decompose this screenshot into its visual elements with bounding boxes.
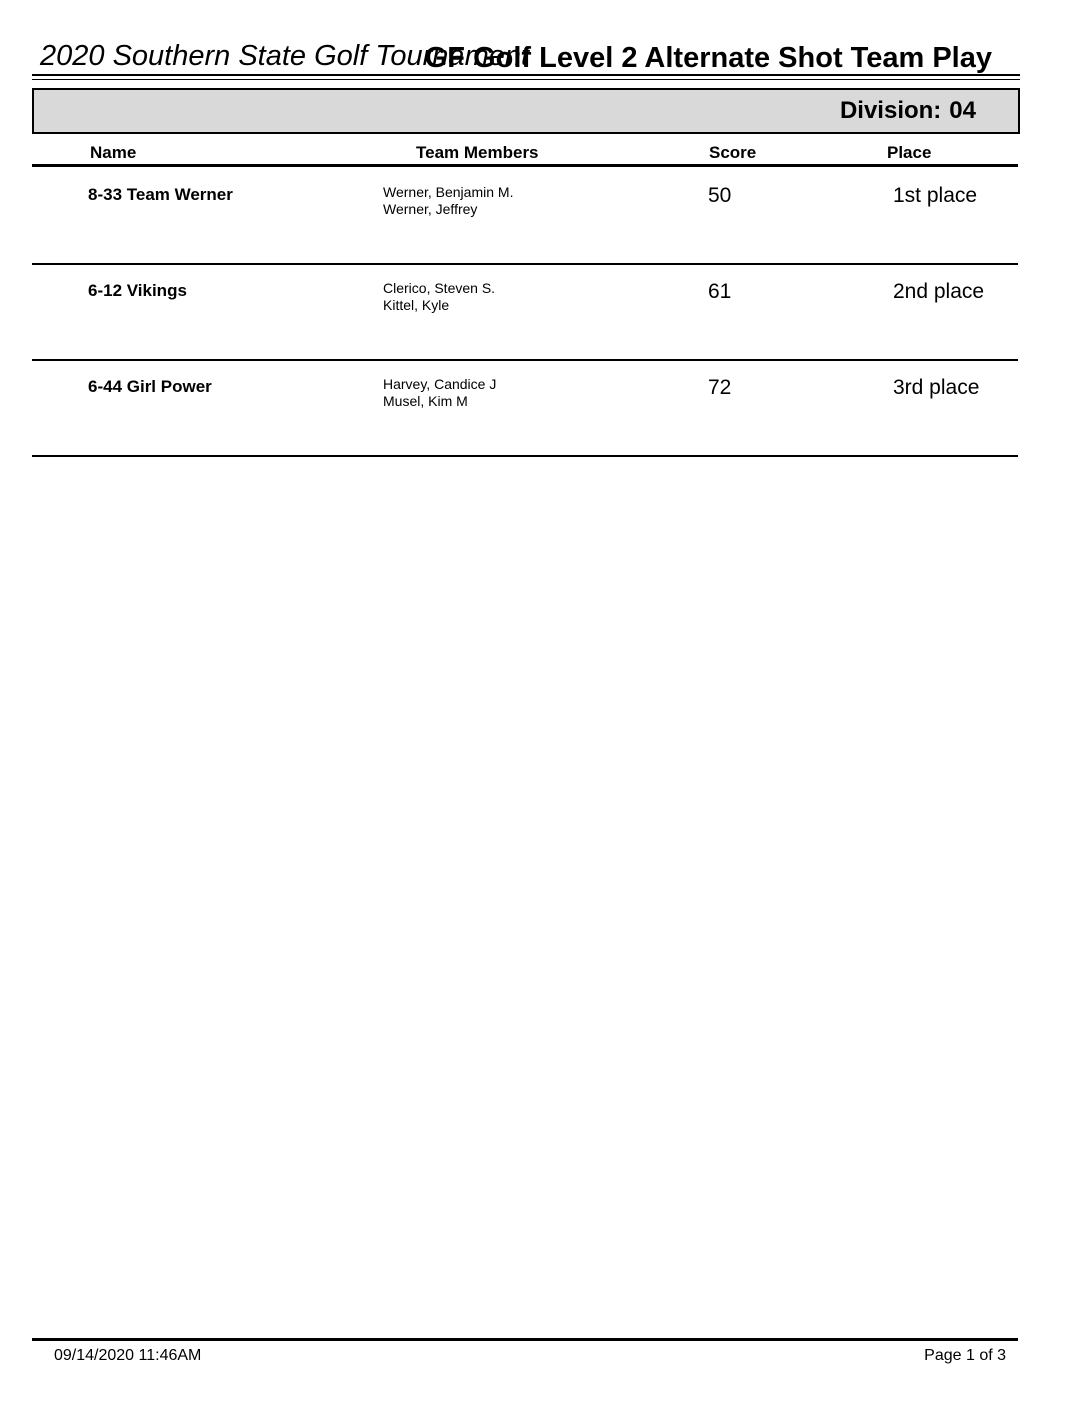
team-member: Clerico, Steven S. — [383, 280, 496, 296]
team-member: Werner, Jeffrey — [383, 201, 478, 217]
column-header-place: Place — [887, 143, 932, 162]
table-row — [32, 167, 1018, 265]
footer-timestamp: 09/14/2020 11:46AM — [54, 1347, 202, 1364]
footer-rule — [32, 1338, 1018, 1341]
division-label: Division: — [839, 97, 942, 124]
team-place: 3rd place — [893, 376, 980, 399]
event-title: GF Golf Level 2 Alternate Shot Team Play — [424, 42, 992, 74]
page-number: Page 1 of 3 — [924, 1347, 1006, 1364]
team-member: Kittel, Kyle — [383, 297, 450, 313]
team-members — [383, 280, 495, 314]
table-row — [32, 263, 1018, 361]
team-member: Musel, Kim M — [383, 393, 468, 409]
header-rule — [32, 74, 1020, 76]
table-row — [32, 359, 1018, 457]
team-name: 6-12 Vikings — [88, 281, 187, 300]
team-member: Harvey, Candice J — [383, 376, 497, 392]
column-header-score: Score — [709, 143, 757, 162]
team-score: 50 — [708, 184, 732, 207]
team-name: 8-33 Team Werner — [88, 185, 233, 204]
division-heading — [840, 99, 976, 123]
tournament-title: 2020 Southern State Golf Tournament — [40, 40, 530, 72]
team-place: 1st place — [893, 184, 978, 207]
team-member: Werner, Benjamin M. — [383, 184, 514, 200]
team-place: 2nd place — [893, 280, 985, 303]
team-score: 72 — [708, 376, 732, 399]
column-header-name: Name — [90, 143, 137, 162]
column-header-team-members: Team Members — [416, 143, 539, 162]
team-members — [383, 184, 513, 218]
team-name: 6-44 Girl Power — [88, 377, 212, 396]
team-score: 61 — [708, 280, 732, 303]
header-rule-thin — [32, 79, 1020, 80]
team-members — [383, 376, 496, 410]
division-value: 04 — [949, 97, 976, 124]
